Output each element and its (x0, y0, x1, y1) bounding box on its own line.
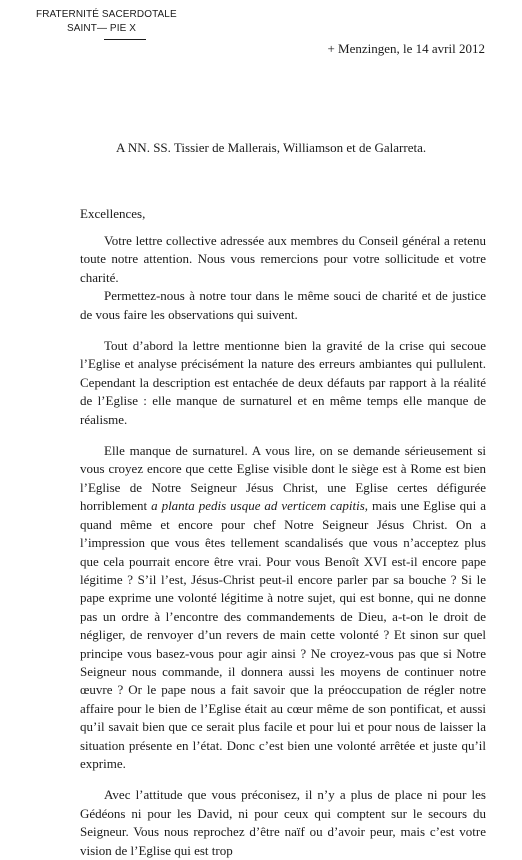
paragraph-4-part-b: , mais une Eglise qui a quand même et encore pour chef Notre Seigneur Jésus Christ. On a l’impression que vous êtes tellement scandalisés que vous n’acceptez plus que cela pourrait encore être vrai. Pour vous Benoît XVI est-il encore pape légitime ? S’il l’est, Jésus-Christ peut-il encore parler par sa bouche ? Si le pape exprime une volonté légitime à notre sujet, qui est bonne, qui ne donne pas un ordre à l’encontre des commandements de Dieu, a-t-on le droit de négliger, de renvoyer d’un revers de main cette volonté ? Et sinon sur quel principe vous basez-vous pour agir ainsi ? Ne croyez-vous pas que si Notre Seigneur nous commande, il donnera aussi les moyens de continuer notre œuvre ? Or le pape nous a fait savoir que la préoccupation de régler notre affaire pour le bien de l’Eglise était au cœur même de son pontificat, et aussi qu’il savait bien que ce serait plus facile et pour lui et pour nous de laisser la situation présente en l’état. Donc c’est bien une volonté arrêtée et juste qu’il exprime. (80, 498, 486, 771)
paragraph-1: Votre lettre collective adressée aux membres du Conseil général a retenu toute notre attention. Nous vous remercions pour votre sollicitude et votre charité. (80, 233, 486, 285)
letter-salutation: Excellences, (80, 206, 146, 221)
paragraph-5: Avec l’attitude que vous préconisez, il n’y a plus de place ni pour les Gédéons ni pour les David, ni pour ceux qui comptent sur le secours du Seigneur. Vous nous reprochez d’être naïf ou d’avoir peur, mais c’est votre vision de l’Eglise qui est trop (80, 787, 486, 858)
paragraph-4 (80, 442, 486, 773)
letter-body (80, 232, 486, 860)
paragraph-2: Permettez-nous à notre tour dans le même souci de charité et de justice de vous faire les observations qui suivent. (80, 288, 486, 322)
paragraph-4-latin-quote: a planta pedis usque ad verticem capitis (151, 498, 365, 514)
paragraph-4-part-a: Elle manque de surnaturel. A vous lire, on se demande sérieusement si vous croyez encore que cette Eglise visible dont le siège est à Rome est bien l’Eglise de Notre Seigneur Jésus Christ, une Eglise certes défigurée horriblement (80, 443, 486, 514)
letter-addressee: A NN. SS. Tissier de Mallerais, Williamson et de Galarreta. (116, 140, 427, 155)
letterhead (36, 8, 186, 36)
paragraph-3: Tout d’abord la lettre mentionne bien la gravité de la crise qui secoue l’Eglise et analyse précisément la nature des erreurs ambiantes qui pullulent. Cependant la description est entachée de deux défauts par rapport à la réalité de l’Eglise : elle manque de surnaturel et en même temps elle manque de réalisme. (80, 338, 486, 427)
letterhead-subtitle: SAINT— PIE X (67, 23, 136, 34)
letterhead-rule (104, 39, 146, 40)
letter-date: + Menzingen, le 14 avril 2012 (327, 41, 485, 56)
letterhead-organization: FRATERNITÉ SACERDOTALE (36, 9, 177, 20)
